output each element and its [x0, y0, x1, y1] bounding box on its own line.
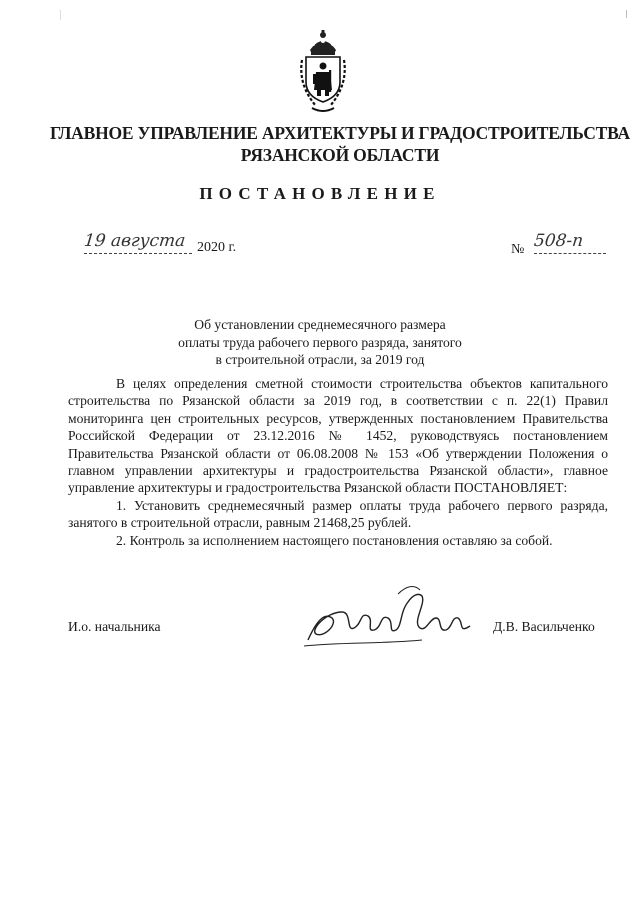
handwritten-number: 508-п [532, 231, 585, 251]
handwritten-signature [302, 582, 482, 652]
signatory-name: Д.В. Васильченко [493, 619, 595, 634]
date-field [84, 231, 192, 254]
document-subject [160, 316, 480, 369]
date-year: 2020 г. [197, 240, 237, 255]
organization-name-line2: РЯЗАНСКОЙ ОБЛАСТИ [240, 145, 440, 165]
scan-artifact [60, 10, 61, 20]
scan-artifact [626, 10, 627, 18]
signatory-position: И.о. начальника [68, 619, 161, 634]
subject-line: оплаты труда рабочего первого разряда, занятого [178, 334, 462, 350]
resolution-item-2: 2. Контроль за исполнением настоящего постановления оставляю за собой. [116, 532, 553, 548]
preamble-paragraph: В целях определения сметной стоимости строительства объектов капитального строительства по Рязанской области за 2019 год, в соответствии с п. 22(1) Правил мониторинга цен строительных ресурсов, утвержденных постановлением Правительства Российской Федерации от 23.12.2016 № 1452, руководствуясь постановлением Правительства Рязанской области от 06.08.2008 № 153 «Об утверждении Положения о главном управлении архитектуры и градостроительства Рязанской области», главное управление архитектуры и градостроительства Рязанской области ПОСТАНОВЛЯЕТ: [68, 376, 608, 496]
number-sign: № [511, 242, 525, 257]
subject-line: в строительной отрасли, за 2019 год [215, 352, 425, 367]
number-field [534, 231, 606, 254]
subject-line: Об установлении среднемесячного размера [194, 317, 446, 332]
organization-name-line1: ГЛАВНОЕ УПРАВЛЕНИЕ АРХИТЕКТУРЫ И ГРАДОСТРОИТЕЛЬСТВА [50, 123, 630, 143]
coat-of-arms-emblem [296, 30, 350, 116]
document-body [68, 375, 608, 549]
handwritten-date: 19 августа [82, 231, 187, 251]
resolution-item-1: 1. Установить среднемесячный размер оплаты труда рабочего первого разряда, занятого в строительной отрасли, равным 21468,25 рублей. [68, 497, 608, 531]
document-type-title: ПОСТАНОВЛЕНИЕ [199, 184, 441, 203]
